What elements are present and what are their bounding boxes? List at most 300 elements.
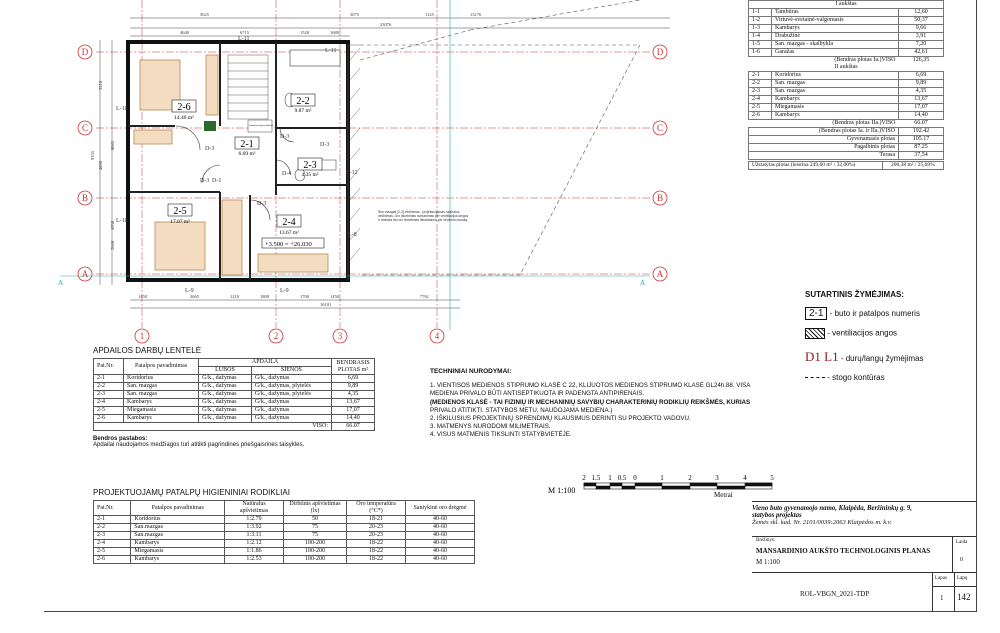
window-mark: L-10 — [116, 106, 128, 112]
hygiene-head: Pat.Nr. — [94, 501, 131, 516]
table-cell: Kambarys — [772, 112, 899, 120]
table-cell: 2-2 — [94, 524, 131, 532]
table-row — [749, 88, 944, 96]
table-cell: 2-1 — [749, 72, 772, 80]
table-row — [94, 391, 375, 399]
scale-tick-label: 2 — [582, 474, 586, 482]
table-cell: San. mazgas — [772, 88, 899, 96]
scale-tick-label: 1 — [660, 474, 664, 482]
table-cell: San.mazgas — [131, 532, 225, 540]
dim-top-5: 23076 — [380, 22, 392, 27]
dim-left-6: 4950 — [110, 221, 115, 230]
table-cell: 2-2 — [749, 80, 772, 88]
table-row — [749, 25, 944, 33]
dim-top-2: 13176 — [470, 12, 482, 17]
title-laida: 0 — [960, 557, 963, 563]
wardrobe — [222, 200, 242, 275]
table-cell: 100-200 — [284, 540, 347, 548]
table-cell: G/k., dažymas — [251, 399, 331, 407]
dim-top-small-1: 4640 — [180, 30, 189, 35]
area-table-total2-value: 66.07 — [914, 120, 928, 126]
room-area-2-2: 9.87 m² — [294, 108, 312, 114]
table-cell: 18-21 — [347, 516, 406, 524]
table-cell: San. mazgas - skalbykla — [772, 41, 899, 49]
table-cell: (Bendras plotas Ia. ir IIa.)VISO — [749, 128, 899, 136]
legend-text-roof: - stogo kontūras — [827, 373, 885, 382]
technical-notes-line: PRIVALO ATITIKTI. STATYBOS METU, NAUDOJAMA MEDIENA.) — [430, 406, 613, 414]
table-cell: 20-23 — [347, 524, 406, 532]
table-cell: 4,35 — [332, 391, 375, 399]
table-cell: 2-3 — [749, 88, 772, 96]
table-cell: 40-60 — [406, 548, 475, 556]
table-row — [94, 375, 375, 383]
table-cell: 6,69 — [899, 72, 944, 80]
legend-title: SUTARTINIS ŽYMĖJIMAS: — [805, 290, 904, 299]
table-cell: 1-3 — [749, 25, 772, 33]
table-cell: 75 — [284, 524, 347, 532]
legend — [805, 290, 995, 382]
room-area-2-6: 14.40 m² — [174, 115, 194, 121]
table-row — [94, 524, 475, 532]
title-parcel: Žemės skl. kad. Nr. 2101/0039:2063 Klaipėdos m. k.v. — [752, 519, 892, 526]
table-cell: G/k., dažymas — [199, 375, 252, 383]
axis-label-c-left: C — [81, 123, 89, 133]
table-cell: 18-22 — [347, 556, 406, 564]
sheet-frame — [976, 0, 977, 612]
finish-table-block — [93, 346, 383, 448]
table-cell: 100-200 — [284, 548, 347, 556]
scale-bar — [540, 470, 780, 500]
table-cell: G/k., dažymas — [199, 415, 252, 423]
table-row — [94, 556, 475, 564]
area-table-total1-label: (Bendras plotas Ia.)VISO — [834, 57, 896, 63]
table-cell: 14,40 — [899, 112, 944, 120]
table-cell: G/k., dažymas — [199, 383, 252, 391]
window-mark: L-11 — [325, 48, 337, 54]
roof-contour-icon — [805, 377, 825, 378]
hygiene-head: Dirbtinis apšvietimas (lx) — [284, 501, 347, 516]
table-row — [749, 33, 944, 41]
window-mark: L-8 — [348, 232, 357, 238]
dim-bottom-5: 1700 — [300, 294, 309, 299]
scale-tick-label: 5 — [770, 474, 774, 482]
legend-symbol-room-number: 2-1 — [805, 307, 827, 320]
table-row — [94, 540, 475, 548]
dim-top-small-3: 1520 — [300, 30, 309, 35]
title-project: Vieno buto gyvenamojo namo, Klaipėda, Beržininkų g. 9, — [752, 505, 912, 512]
axis-label-b-left: B — [81, 193, 89, 203]
table-cell: 40-60 — [406, 524, 475, 532]
table-cell: 50 — [284, 516, 347, 524]
dim-bottom-7: 7761 — [420, 294, 429, 299]
table-cell: 1-5 — [749, 41, 772, 49]
title-block — [752, 501, 976, 612]
built-area-label: Užstatytas plotas (leistina 249,60 m² / 32,00%) — [749, 162, 883, 170]
table-cell: 13,67 — [332, 399, 375, 407]
room-id-2-2: 2-2 — [296, 96, 310, 107]
scale-tick-label: 1 — [608, 474, 612, 482]
table-cell: 2-6 — [94, 556, 131, 564]
table-cell: Kambarys — [124, 415, 199, 423]
finish-head-sienos: SIENOS — [251, 367, 331, 375]
table-cell: San.mazgas — [131, 524, 225, 532]
room-area-2-3: 4.35 m² — [301, 172, 319, 178]
table-cell: San. mazgas — [772, 80, 899, 88]
hygiene-head: Santykinė oro drėgmė — [406, 501, 475, 516]
desk — [134, 130, 172, 144]
technical-notes — [430, 368, 770, 440]
axis-label-a-left: A — [81, 269, 89, 279]
legend-item-roof — [805, 373, 995, 382]
table-cell: 1-6 — [749, 49, 772, 57]
table-cell: 2-4 — [749, 96, 772, 104]
hygiene-table-title: PROJEKTUOJAMŲ PATALPŲ HIGIENINIAI RODIKLIAI — [93, 488, 290, 497]
sink — [320, 160, 336, 170]
table-cell: 1-2 — [749, 17, 772, 25]
table-cell: 42,61 — [899, 49, 944, 57]
finish-table-body — [94, 375, 375, 423]
table-cell: G/k., dažymas — [251, 407, 331, 415]
technical-notes-line: 1. VIENTISOS MEDIENOS STIPRUMO KLASĖ C 22, KLIJUOTOS MEDIENOS STIPRUMO KLASĖ GL24h.88. VISA — [430, 382, 751, 390]
title-lapu-label: Lapų — [957, 576, 968, 581]
table-cell: G/k., dažymas — [251, 375, 331, 383]
table-row — [94, 516, 475, 524]
floor-plan — [0, 0, 700, 345]
ventilation-note: Šen.mazgas [2-3] vėdinimas - projektuojamas natūralus vėdinimas. Oro įsiurbimas numatomas per ventiliacijos langus ir orlaides bei oro išmetimas ištraukiama per vėdinimo kanalą — [378, 210, 469, 223]
table-cell: 2-5 — [749, 104, 772, 112]
dim-bottom-3: 1210 — [230, 294, 239, 299]
door-mark: D-3 — [200, 178, 210, 184]
hygiene-table-body — [94, 516, 475, 564]
hygiene-head-row — [94, 501, 475, 516]
table-cell: 2-6 — [749, 112, 772, 120]
ventilation-icon — [805, 328, 825, 339]
table-cell: 2-3 — [94, 532, 131, 540]
finish-total-value: 66.07 — [332, 423, 375, 431]
area-table — [748, 0, 944, 170]
table-cell: 1:3.11 — [225, 532, 284, 540]
room-id-2-1: 2-1 — [240, 139, 254, 150]
desk — [258, 254, 328, 272]
table-cell: Kambarys — [131, 556, 225, 564]
legend-symbol-doors: D1 L1 — [805, 349, 839, 364]
window-mark: L-9 — [280, 288, 289, 294]
door-mark: D-4 — [282, 171, 292, 177]
scale-unit: Metrai — [714, 491, 733, 499]
table-row — [749, 152, 944, 160]
table-cell: 18-22 — [347, 540, 406, 548]
table-row — [749, 144, 944, 152]
legend-text-room-number: - buto ir patalpos numeris — [829, 309, 920, 318]
table-cell: 4,35 — [899, 88, 944, 96]
legend-item-room-number — [805, 307, 995, 320]
table-cell: Miegamasis — [772, 104, 899, 112]
table-cell: 1:3.92 — [225, 524, 284, 532]
room-id-2-4: 2-4 — [282, 217, 296, 228]
chimney — [204, 121, 216, 131]
axis-label-d-right: D — [656, 47, 664, 57]
technical-notes-line: (MEDIENOS KLASĖ - TAI FIZINIŲ IR MECHANINIŲ SAVYBIŲ CHARAKTERINIŲ RODIKLIŲ REIKŠMĖS, KURIAS — [430, 398, 751, 406]
table-cell: 1:1.86 — [225, 548, 284, 556]
table-cell: 9,66 — [899, 25, 944, 33]
scale-tick-label: 2 — [688, 474, 692, 482]
table-cell: G/k., dažymas, plytelės — [251, 383, 331, 391]
legend-item-doors — [805, 349, 995, 365]
finish-table-title: APDAILOS DARBŲ LENTELĖ — [93, 346, 202, 355]
area-table-floor1 — [749, 9, 944, 57]
table-cell: 1:2.79 — [225, 516, 284, 524]
finish-notes-text: Apdailai naudojamos medžiagos turi atitikti pagrindines priešgaisrines taisykles. — [93, 442, 305, 448]
scale-tick-label: 0.5 — [617, 474, 627, 482]
title-lapu: 142 — [957, 592, 971, 602]
area-table-total1-value: 126,35 — [912, 57, 930, 63]
table-cell: 17,07 — [899, 104, 944, 112]
window-mark: L-12 — [346, 170, 358, 176]
table-row — [749, 128, 944, 136]
table-cell: G/k., dažymas — [199, 407, 252, 415]
table-cell: 100-200 — [284, 556, 347, 564]
table-cell: 2-1 — [94, 516, 131, 524]
table-cell: San. mazgas — [124, 391, 199, 399]
table-cell: 2-3 — [94, 391, 124, 399]
section-mark-right: A — [640, 279, 646, 287]
area-table-summary — [749, 128, 944, 160]
legend-item-ventilation — [805, 328, 995, 339]
sketch-label: Sanitarinio mazgo ventiliacija — [249, 125, 273, 127]
table-cell: Kambarys — [131, 540, 225, 548]
built-area-value: 200,38 m² / 25,69% — [882, 162, 943, 170]
finish-head-area: BENDRASIS PLOTAS m² — [332, 359, 375, 375]
area-table-floor2-header: II aukštas — [834, 64, 858, 70]
table-cell: 18-22 — [347, 548, 406, 556]
axis-label-3: 3 — [337, 331, 343, 341]
dim-left-4: 2660 — [110, 241, 115, 250]
section-mark-left: A — [58, 279, 64, 287]
title-lapas: 1 — [940, 594, 944, 602]
technical-notes-line: MEDIENA PRIVALO BŪTI ANTISEPTIKUOTA IR PADENGTA ANTIPIRENAIS. — [430, 390, 645, 398]
title-drawing: MANSARDINIO AUKŠTO TECHNOLOGINIS PLANAS — [756, 547, 931, 555]
door-mark: D-3 — [205, 146, 215, 152]
title-code: ROL-VBGN_2021-TDP — [800, 590, 870, 598]
table-cell: 9,89 — [899, 80, 944, 88]
scale-tick-label: 4 — [743, 474, 747, 482]
hygiene-table-block — [93, 488, 483, 564]
title-scale: M 1:100 — [756, 558, 780, 566]
table-cell: 2-4 — [94, 540, 131, 548]
scale-label: M 1:100 — [548, 486, 576, 495]
table-cell: Kambarys — [772, 96, 899, 104]
level-mark: +3.500 = +26.030 — [265, 241, 312, 248]
area-table-floor1-header: I aukštas — [749, 1, 944, 9]
table-row — [94, 399, 375, 407]
room-area-2-4: 13.67 m² — [279, 230, 299, 236]
technical-notes-title: TECHNINIAI NURODYMAI: — [430, 368, 512, 375]
table-row — [749, 80, 944, 88]
axis-label-4: 4 — [434, 331, 440, 341]
table-cell: 3,91 — [899, 33, 944, 41]
title-lapas-label: Lapas — [935, 576, 947, 581]
table-cell: G/k., dažymas — [251, 415, 331, 423]
technical-notes-line: 2. IŠKILUSIUS PROJEKTINIŲ SPRENDIMŲ KLAUSIMUS DERINTI SU PROJEKTO VADOVU. — [430, 415, 691, 423]
table-row — [749, 96, 944, 104]
table-cell: G/k., dažymas — [199, 399, 252, 407]
table-cell: 12,60 — [899, 9, 944, 17]
table-cell: Kambarys — [772, 25, 899, 33]
table-cell: Koridorius — [124, 375, 199, 383]
table-cell: 6,69 — [332, 375, 375, 383]
dim-bottom-4: 1800 — [260, 294, 269, 299]
technical-notes-line: 3. MATMENYS NURODOMI MILIMETRAIS. — [430, 423, 551, 431]
finish-head-group: APDAILA — [199, 359, 332, 367]
table-row — [749, 9, 944, 17]
window-mark: L-9 — [185, 288, 194, 294]
table-row — [749, 49, 944, 57]
table-cell: 1:2.12 — [225, 540, 284, 548]
axis-label-a-right: A — [656, 269, 664, 279]
dim-top-small-4: 1680 — [330, 30, 339, 35]
axis-label-c-right: C — [656, 123, 664, 133]
dim-top-small-2: 6715 — [240, 30, 249, 35]
table-cell: Kambarys — [124, 399, 199, 407]
table-cell: G/k., dažymas — [199, 391, 252, 399]
hygiene-head: Patalpos pavadinimas — [131, 501, 225, 516]
legend-text-ventilation: - ventiliacijos angos — [827, 328, 898, 338]
table-row — [749, 112, 944, 120]
table-cell: Drabužinė — [772, 33, 899, 41]
table-cell: 2-4 — [94, 399, 124, 407]
table-cell: San. mazgas — [124, 383, 199, 391]
wardrobe — [206, 55, 218, 115]
hygiene-head: Oro temperatūra (°C*) — [347, 501, 406, 516]
finish-head-lubos: LUBOS — [199, 367, 252, 375]
table-cell: 1-1 — [749, 9, 772, 17]
table-cell: 1:2.53 — [225, 556, 284, 564]
legend-text-doors: - durų/langų žymėjimas — [840, 354, 924, 363]
dim-left-1: 3210 — [98, 81, 103, 90]
dim-top-4: 1125 — [425, 12, 434, 17]
scale-tick-label: 1.5 — [591, 474, 601, 482]
table-cell: G/k., dažymas, plytelės — [251, 391, 331, 399]
table-row — [94, 415, 375, 423]
dim-left-2: 8045 — [110, 141, 115, 150]
axis-label-d-left: D — [81, 47, 89, 57]
title-drawing-label: Brėžinys: — [756, 538, 776, 543]
area-table-total2-label: (Bendras plotas IIa.)VISO — [832, 120, 896, 126]
table-cell: 40-60 — [406, 516, 475, 524]
table-cell: 40-60 — [406, 540, 475, 548]
window-mark: L-10 — [116, 218, 128, 224]
room-id-2-5: 2-5 — [173, 206, 187, 217]
table-cell: 7,20 — [899, 41, 944, 49]
dim-bottom-2: 3665 — [190, 294, 199, 299]
table-row — [94, 548, 475, 556]
title-project-2: statybos projektas — [752, 512, 802, 519]
finish-table — [93, 358, 375, 431]
table-cell: 17,07 — [332, 407, 375, 415]
room-area-2-5: 17.07 m² — [170, 219, 190, 225]
table-cell: 192.42 — [899, 128, 944, 136]
area-table-floor2 — [749, 72, 944, 120]
window-mark: L-11 — [238, 36, 250, 42]
table-row — [749, 104, 944, 112]
table-row — [749, 17, 944, 25]
table-cell: 2-5 — [94, 407, 124, 415]
table-cell: Koridorius — [772, 72, 899, 80]
dim-bottom-8: 16101 — [320, 302, 332, 307]
table-cell: 40-60 — [406, 556, 475, 564]
scale-tick-label: 0 — [633, 474, 637, 482]
door-mark: D-3 — [320, 142, 330, 148]
table-row — [749, 41, 944, 49]
table-cell: 9,89 — [332, 383, 375, 391]
table-cell: 2-5 — [94, 548, 131, 556]
table-cell: 13,67 — [899, 96, 944, 104]
table-cell: 2-1 — [94, 375, 124, 383]
table-cell: Miegamasis — [124, 407, 199, 415]
scale-tick-label: 3 — [715, 474, 719, 482]
axis-label-b-right: B — [656, 193, 664, 203]
table-cell: 40-60 — [406, 532, 475, 540]
table-row — [94, 407, 375, 415]
table-cell: 14,40 — [332, 415, 375, 423]
table-cell: 37,54 — [899, 152, 944, 160]
table-row — [94, 532, 475, 540]
bed — [155, 222, 205, 270]
table-cell: Tambūras — [772, 9, 899, 17]
table-cell: Miegamasis — [131, 548, 225, 556]
finish-head-name: Patalpos pavadinimas — [124, 359, 199, 375]
table-cell: Pagalbinis plotas — [749, 144, 899, 152]
table-cell: 87.25 — [899, 144, 944, 152]
door-mark: D-3 — [280, 134, 290, 140]
dim-bottom-6: 1450 — [330, 294, 339, 299]
room-id-2-6: 2-6 — [177, 102, 191, 113]
finish-notes-title: Bendros pastabos: — [93, 436, 148, 442]
finish-head-nr: Pat.Nr. — [94, 359, 124, 375]
table-cell: 75 — [284, 532, 347, 540]
table-cell: Virtuvė-svetainė-valgomasis — [772, 17, 899, 25]
door-mark: D-1 — [212, 178, 222, 184]
table-cell: 50,37 — [899, 17, 944, 25]
dim-bottom-1: 1450 — [138, 294, 147, 299]
technical-notes-line: 4. VISUS MATMENIS TIKSLINTI STATYBVIETĖJE. — [430, 431, 572, 439]
table-cell: Terasa — [749, 152, 899, 160]
room-id-2-3: 2-3 — [303, 160, 317, 171]
table-cell: Garažas — [772, 49, 899, 57]
sheet-frame-bottom — [44, 611, 976, 612]
title-laida-label: Laida — [956, 540, 968, 545]
dim-left-3: 4890 — [98, 161, 103, 170]
door-mark: D-3 — [257, 201, 267, 207]
dim-top-3: 3075 — [350, 12, 359, 17]
table-cell: 105.17 — [899, 136, 944, 144]
table-cell: Koridorius — [131, 516, 225, 524]
table-cell: 2-6 — [94, 415, 124, 423]
table-cell: 20-23 — [347, 532, 406, 540]
table-cell: 2-2 — [94, 383, 124, 391]
axis-label-2: 2 — [273, 331, 279, 341]
hygiene-head: Natūralus apšvietimas — [225, 501, 284, 516]
table-row — [749, 72, 944, 80]
table-row — [749, 136, 944, 144]
dim-top-1: 5625 — [200, 12, 209, 17]
table-row — [94, 383, 375, 391]
hygiene-table — [93, 500, 475, 564]
table-cell: 1-4 — [749, 33, 772, 41]
table-cell: Gyvenamasis plotas — [749, 136, 899, 144]
finish-total-label: VISO: — [94, 423, 332, 431]
axis-label-1: 1 — [139, 331, 145, 341]
